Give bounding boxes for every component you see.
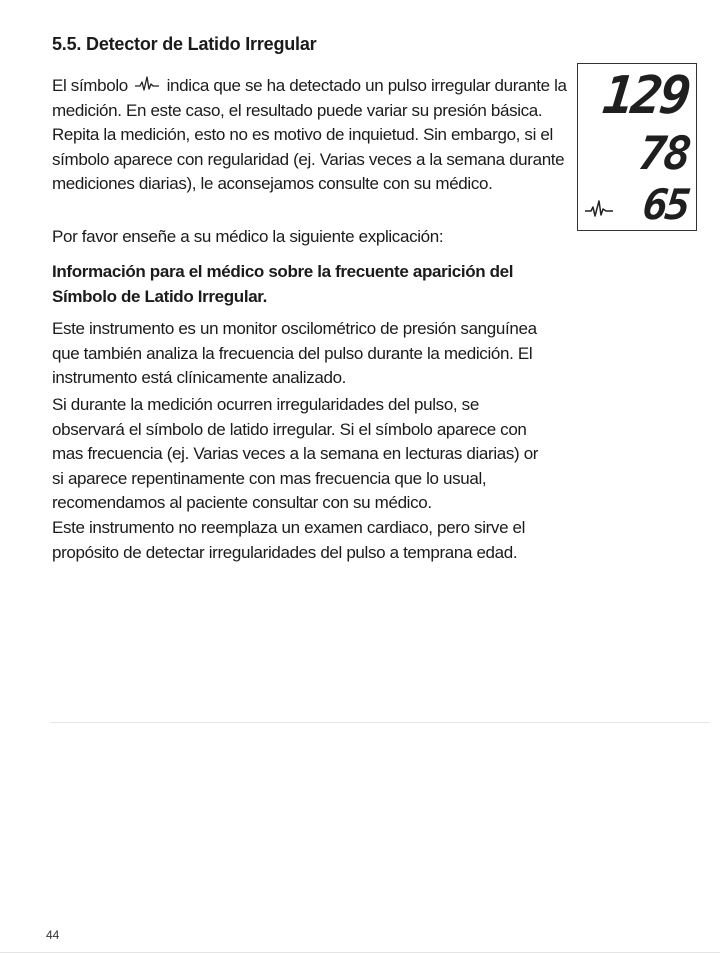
bleed-through-rule (50, 722, 710, 723)
doctor-info-paragraph-3: Este instrumento no reemplaza un examen cardiaco, pero sirve el propósito de detectar irregularidades del pulso a temprana edad. (52, 518, 526, 562)
page-number: 44 (46, 928, 60, 942)
intro-paragraph (52, 74, 572, 197)
page-bottom-edge (0, 952, 720, 953)
intro-text-before: El símbolo (52, 76, 128, 95)
diastolic-reading: 78 (635, 126, 691, 180)
doctor-info-paragraph-2: Si durante la medición ocurren irregularidades del pulso, se observará el símbolo de latido irregular. Si el símbolo aparece con mas frecuencia (ej. Varias veces a la semana en lecturas diarias) or si aparece repentinamente con mas frecuencia que lo usual, recomendamos al paciente consultar con su médico. (52, 395, 539, 513)
explain-prompt: Por favor enseñe a su médico la siguiente explicación: (52, 227, 444, 246)
systolic-reading: 129 (599, 66, 692, 126)
irregular-heartbeat-icon (584, 200, 614, 218)
irregular-heartbeat-icon (134, 75, 160, 91)
intro-text-after: indica que se ha detectado un pulso irregular durante la medición. En este caso, el resultado puede variar su presión básica. Repita la medición, esto no es motivo de inquietud. Sin embargo, si el símbolo aparece con regularidad (ej. Varias veces a la semana durante mediciones diarias), le aconsejamos consulte con su médico. (52, 76, 567, 194)
monitor-display (577, 63, 697, 231)
doctor-info-heading: Información para el médico sobre la frecuente aparición del Símbolo de Latido Irregular. (52, 262, 514, 306)
doctor-info-paragraph-1: Este instrumento es un monitor oscilométrico de presión sanguínea que también analiza la frecuencia del pulso durante la medición. El instrumento está clínicamente analizado. (52, 319, 537, 388)
section-title: 5.5. Detector de Latido Irregular (52, 34, 317, 54)
pulse-reading: 65 (640, 180, 691, 229)
